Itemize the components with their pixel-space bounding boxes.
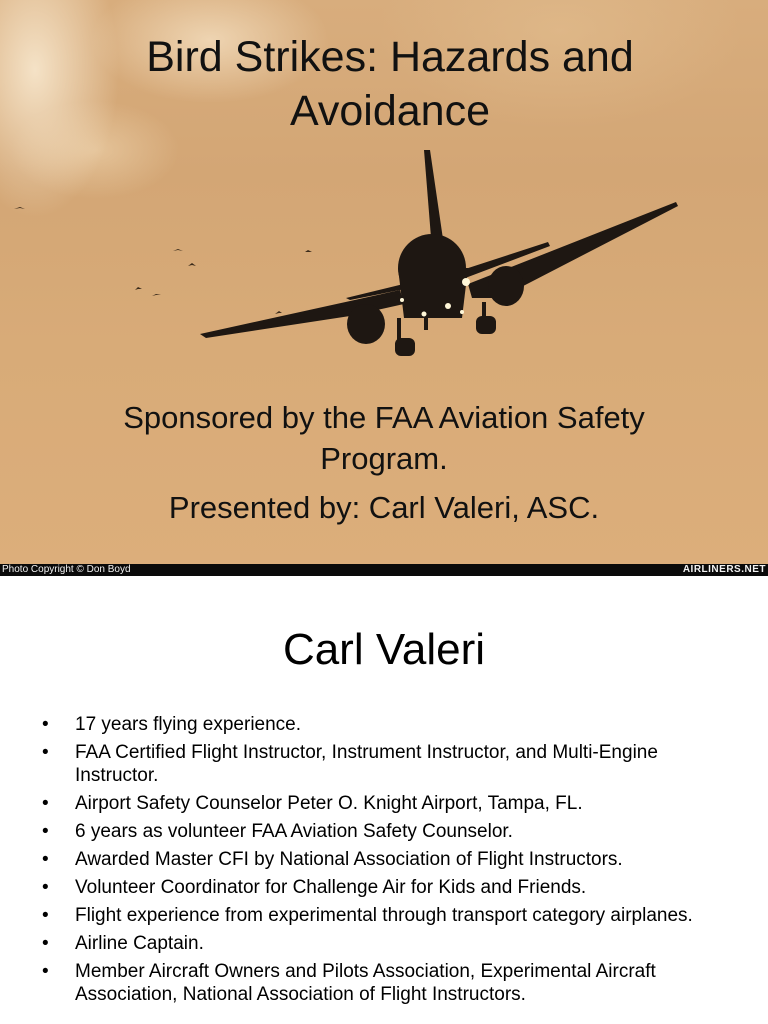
bullet-icon: • bbox=[42, 877, 49, 898]
presenter-text: Presented by: Carl Valeri, ASC. bbox=[168, 490, 600, 525]
bullet-text: Member Aircraft Owners and Pilots Association, Experimental Aircraft Association, National Association of Flight Instructors. bbox=[75, 961, 656, 1005]
source-watermark: AIRLINERS.NET bbox=[682, 564, 766, 575]
bullet-icon: • bbox=[42, 905, 49, 926]
airplane-silhouette bbox=[200, 150, 678, 356]
bird bbox=[305, 250, 312, 252]
bio-bullet bbox=[0, 820, 768, 843]
bullet-icon: • bbox=[42, 714, 49, 735]
bullet-text: Awarded Master CFI by National Association of Flight Instructors. bbox=[75, 849, 623, 870]
bio-bullet bbox=[0, 960, 768, 1006]
bio-bullet bbox=[0, 792, 768, 815]
bio-bullet bbox=[0, 932, 768, 955]
bullet-text: Airline Captain. bbox=[75, 933, 204, 954]
bullet-icon: • bbox=[42, 821, 49, 842]
bullet-text: 17 years flying experience. bbox=[75, 714, 302, 735]
bird bbox=[275, 311, 282, 314]
bullet-text: FAA Certified Flight Instructor, Instrument Instructor, and Multi-Engine Instructor. bbox=[75, 742, 658, 786]
presenter-bio-slide bbox=[0, 576, 768, 1024]
photo-credit-bar bbox=[0, 564, 768, 576]
bullet-icon: • bbox=[42, 793, 49, 814]
bullet-text: Flight experience from experimental through transport category airplanes. bbox=[75, 905, 693, 926]
bullet-text: Volunteer Coordinator for Challenge Air for Kids and Friends. bbox=[75, 877, 587, 898]
bird bbox=[14, 207, 25, 209]
bird bbox=[188, 263, 196, 266]
bio-bullet bbox=[0, 713, 768, 736]
bullet-text: 6 years as volunteer FAA Aviation Safety Counselor. bbox=[75, 821, 513, 842]
slide-title: Bird Strikes: Hazards and Avoidance bbox=[146, 33, 634, 135]
bio-title: Carl Valeri bbox=[282, 625, 486, 674]
bird bbox=[152, 294, 161, 296]
bio-bullet bbox=[0, 904, 768, 927]
bullet-icon: • bbox=[42, 961, 49, 982]
sponsor-text: Sponsored by the FAA Aviation Safety Program. bbox=[123, 400, 645, 476]
bullet-text: Airport Safety Counselor Peter O. Knight Airport, Tampa, FL. bbox=[75, 793, 583, 814]
bio-bullet bbox=[0, 741, 768, 787]
photo-credit: Photo Copyright © Don Boyd bbox=[2, 564, 131, 575]
bullet-icon: • bbox=[42, 742, 49, 763]
bird bbox=[135, 287, 142, 290]
birds-group bbox=[14, 207, 312, 314]
bio-bullet bbox=[0, 848, 768, 871]
bio-bullet-list bbox=[0, 713, 768, 1011]
bullet-icon: • bbox=[42, 849, 49, 870]
bio-bullet bbox=[0, 876, 768, 899]
bullet-icon: • bbox=[42, 933, 49, 954]
bird bbox=[173, 249, 183, 251]
